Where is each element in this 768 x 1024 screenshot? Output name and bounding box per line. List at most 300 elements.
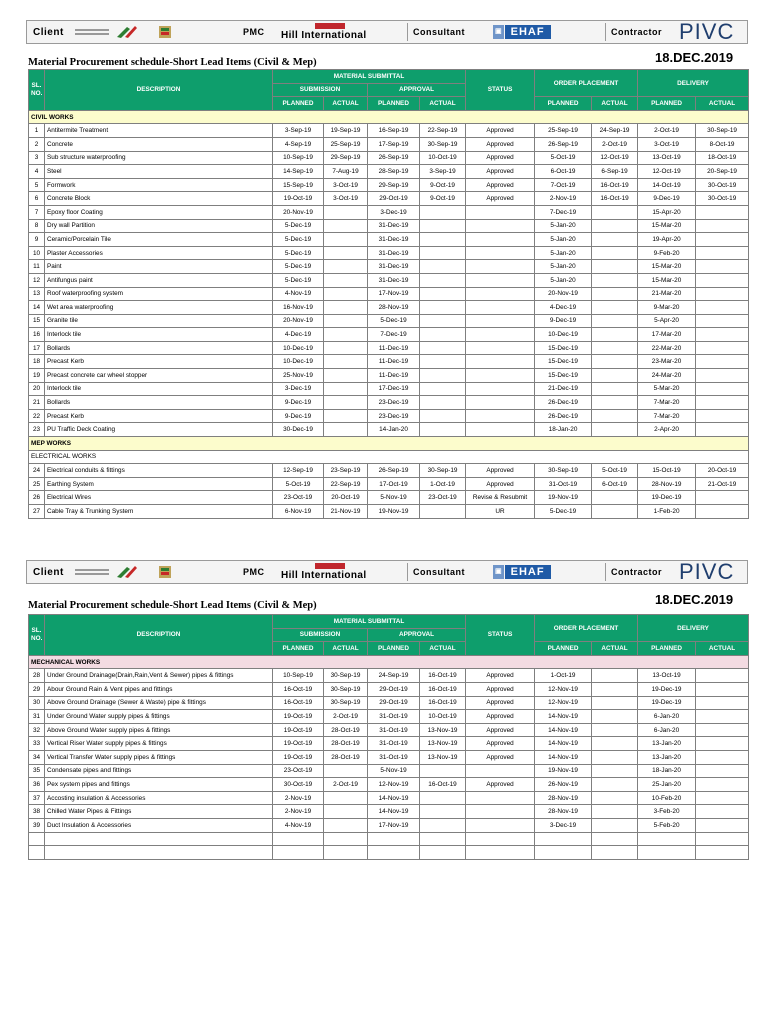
table-row	[29, 396, 749, 410]
cell-description: Electrical conduits & fittings	[45, 464, 273, 478]
pivc-logo	[679, 21, 734, 43]
cell-submission-actual	[324, 846, 368, 860]
cell-approval-actual	[420, 846, 466, 860]
cell-submission-planned: 25-Nov-19	[273, 369, 324, 383]
cell-delivery-actual: 20-Sep-19	[696, 165, 749, 179]
cell-submission-planned: 4-Sep-19	[273, 137, 324, 151]
cell-approval-planned: 17-Dec-19	[368, 382, 420, 396]
banner-divider	[407, 23, 408, 41]
header-actual: ACTUAL	[324, 97, 368, 111]
client-label: Client	[33, 566, 64, 578]
hill-logo-mark	[315, 563, 345, 569]
cell-approval-planned: 12-Nov-19	[368, 778, 420, 792]
cell-approval-actual: 16-Oct-19	[420, 696, 466, 710]
cell-delivery-planned: 7-Mar-20	[638, 396, 696, 410]
cell-delivery-actual	[696, 396, 749, 410]
cell-delivery-planned: 2-Oct-19	[638, 124, 696, 138]
cell-status	[466, 369, 535, 383]
cell-status	[466, 287, 535, 301]
cell-order-planned: 18-Jan-20	[535, 423, 592, 437]
header-actual: ACTUAL	[592, 97, 638, 111]
project-banner	[26, 20, 748, 44]
pmc-label: PMC	[243, 567, 265, 577]
cell-description: Chilled Water Pipes & Fittings	[45, 805, 273, 819]
cell-description: Abour Ground Rain & Vent pipes and fittings	[45, 682, 273, 696]
cell-submission-actual	[324, 382, 368, 396]
cell-submission-actual	[324, 818, 368, 832]
contractor-label: Contractor	[611, 27, 663, 37]
cell-approval-actual	[420, 832, 466, 846]
hill-logo	[281, 21, 367, 43]
cell-status: Approved	[466, 477, 535, 491]
cell-sl-no: 11	[29, 260, 45, 274]
consultant-label: Consultant	[413, 27, 465, 37]
cell-order-actual	[592, 791, 638, 805]
cell-sl-no: 8	[29, 219, 45, 233]
cell-description: Plaster Accessories	[45, 246, 273, 260]
cell-approval-planned: 29-Oct-19	[368, 696, 420, 710]
header-planned: PLANNED	[368, 97, 420, 111]
cell-submission-actual: 28-Oct-19	[324, 723, 368, 737]
cell-delivery-planned: 9-Mar-20	[638, 301, 696, 315]
cell-description: Cable Tray & Trunking System	[45, 505, 273, 519]
cell-status: Approved	[466, 165, 535, 179]
cell-status: Approved	[466, 464, 535, 478]
table-row	[29, 846, 749, 860]
cell-sl-no: 4	[29, 165, 45, 179]
table-row	[29, 682, 749, 696]
table-header	[29, 615, 749, 656]
cell-order-planned: 5-Jan-20	[535, 233, 592, 247]
header-planned: PLANNED	[368, 642, 420, 656]
cell-order-actual	[592, 696, 638, 710]
cell-approval-planned: 14-Nov-19	[368, 791, 420, 805]
cell-approval-planned	[368, 846, 420, 860]
cell-status	[466, 260, 535, 274]
cell-approval-planned: 3-Dec-19	[368, 205, 420, 219]
cell-approval-planned: 28-Nov-19	[368, 301, 420, 315]
cell-delivery-actual	[696, 805, 749, 819]
cell-delivery-planned: 19-Apr-20	[638, 233, 696, 247]
cell-approval-planned: 26-Sep-19	[368, 464, 420, 478]
cell-delivery-actual	[696, 723, 749, 737]
client-segment	[33, 21, 64, 43]
cell-submission-planned: 10-Sep-19	[273, 669, 324, 683]
cell-submission-planned: 3-Sep-19	[273, 124, 324, 138]
cell-sl-no: 36	[29, 778, 45, 792]
cell-order-actual	[592, 341, 638, 355]
cell-order-actual	[592, 710, 638, 724]
cell-submission-planned: 19-Oct-19	[273, 723, 324, 737]
cell-approval-planned: 11-Dec-19	[368, 341, 420, 355]
cell-status	[466, 805, 535, 819]
cell-submission-planned	[273, 846, 324, 860]
header-delivery: DELIVERY	[638, 70, 749, 97]
cell-sl-no: 25	[29, 477, 45, 491]
cell-delivery-planned: 13-Jan-20	[638, 750, 696, 764]
cell-order-planned: 26-Nov-19	[535, 778, 592, 792]
cell-order-actual	[592, 832, 638, 846]
cell-delivery-planned: 13-Oct-19	[638, 151, 696, 165]
cell-description: Concrete Block	[45, 192, 273, 206]
cell-approval-planned: 17-Nov-19	[368, 818, 420, 832]
cell-status: Revise & Resubmit	[466, 491, 535, 505]
document-date: 18.DEC.2019	[655, 50, 734, 65]
cell-order-planned: 15-Dec-19	[535, 355, 592, 369]
cell-order-planned: 21-Dec-19	[535, 382, 592, 396]
cell-approval-actual	[420, 205, 466, 219]
ehaf-logo	[493, 561, 551, 583]
cell-order-planned: 5-Jan-20	[535, 219, 592, 233]
banner-divider	[605, 23, 606, 41]
cell-description: Antitermite Treatment	[45, 124, 273, 138]
cell-order-actual	[592, 301, 638, 315]
document-title: Material Procurement schedule-Short Lead Items (Civil & Mep)	[28, 57, 317, 68]
cell-status: Approved	[466, 723, 535, 737]
cell-submission-planned: 20-Nov-19	[273, 314, 324, 328]
cell-submission-actual	[324, 273, 368, 287]
table-row	[29, 805, 749, 819]
cell-submission-actual	[324, 341, 368, 355]
cell-description: Earthing System	[45, 477, 273, 491]
cell-approval-actual: 16-Oct-19	[420, 669, 466, 683]
table-row	[29, 710, 749, 724]
cell-description: Accosting insulation & Accessories	[45, 791, 273, 805]
cell-status	[466, 328, 535, 342]
cell-approval-planned: 19-Nov-19	[368, 505, 420, 519]
cell-order-planned: 6-Oct-19	[535, 165, 592, 179]
cell-submission-actual: 23-Sep-19	[324, 464, 368, 478]
cell-delivery-planned: 18-Jan-20	[638, 764, 696, 778]
table-body	[29, 110, 749, 518]
cell-delivery-planned: 9-Dec-19	[638, 192, 696, 206]
cell-sl-no: 31	[29, 710, 45, 724]
cell-description: Under Ground Drainage(Drain,Rain,Vent & Sewer) pipes & fittings	[45, 669, 273, 683]
cell-order-planned: 10-Dec-19	[535, 328, 592, 342]
cell-status	[466, 355, 535, 369]
header-sl-no: SL. NO.	[29, 615, 45, 656]
cell-order-planned: 14-Nov-19	[535, 710, 592, 724]
cell-approval-actual	[420, 423, 466, 437]
cell-delivery-actual	[696, 791, 749, 805]
cell-order-actual	[592, 205, 638, 219]
cell-description: Bollards	[45, 341, 273, 355]
cell-description: Sub structure waterproofing	[45, 151, 273, 165]
cell-order-actual	[592, 805, 638, 819]
cell-approval-planned: 31-Dec-19	[368, 219, 420, 233]
cell-order-actual	[592, 219, 638, 233]
cell-order-planned	[535, 846, 592, 860]
cell-description: Roof waterproofing system	[45, 287, 273, 301]
cell-submission-actual: 28-Oct-19	[324, 750, 368, 764]
cell-submission-actual	[324, 805, 368, 819]
header-description: DESCRIPTION	[45, 615, 273, 656]
cell-status	[466, 396, 535, 410]
table-row	[29, 341, 749, 355]
cell-description: Steel	[45, 165, 273, 179]
cell-order-planned: 12-Nov-19	[535, 682, 592, 696]
cell-order-actual: 24-Sep-19	[592, 124, 638, 138]
cell-submission-planned: 30-Dec-19	[273, 423, 324, 437]
cell-order-planned: 25-Sep-19	[535, 124, 592, 138]
cell-approval-actual: 30-Sep-19	[420, 137, 466, 151]
cell-sl-no: 1	[29, 124, 45, 138]
ehaf-logo-mark: ▣	[493, 25, 504, 39]
section-row	[29, 450, 749, 464]
cell-status: Approved	[466, 750, 535, 764]
table-row	[29, 669, 749, 683]
cell-order-actual: 6-Sep-19	[592, 165, 638, 179]
cell-delivery-actual	[696, 846, 749, 860]
cell-sl-no: 35	[29, 764, 45, 778]
section-row	[29, 437, 749, 451]
cell-approval-planned: 17-Sep-19	[368, 137, 420, 151]
cell-submission-planned: 19-Oct-19	[273, 710, 324, 724]
table-row	[29, 382, 749, 396]
cell-approval-actual: 16-Oct-19	[420, 778, 466, 792]
cell-delivery-planned: 22-Mar-20	[638, 341, 696, 355]
cell-submission-planned: 19-Oct-19	[273, 750, 324, 764]
header-approval: APPROVAL	[368, 628, 466, 642]
cell-submission-planned: 4-Dec-19	[273, 328, 324, 342]
cell-approval-planned: 14-Jan-20	[368, 423, 420, 437]
table-row	[29, 328, 749, 342]
cell-description: Dry wall Partition	[45, 219, 273, 233]
cell-submission-actual	[324, 301, 368, 315]
cell-submission-actual: 30-Sep-19	[324, 682, 368, 696]
cell-description: Epoxy floor Coating	[45, 205, 273, 219]
cell-approval-planned	[368, 832, 420, 846]
cell-submission-actual: 30-Sep-19	[324, 696, 368, 710]
header-actual: ACTUAL	[324, 642, 368, 656]
cell-approval-actual	[420, 382, 466, 396]
cell-submission-actual	[324, 205, 368, 219]
cell-order-planned: 1-Oct-19	[535, 669, 592, 683]
cell-approval-actual: 3-Sep-19	[420, 165, 466, 179]
cell-status	[466, 205, 535, 219]
cell-approval-actual: 22-Sep-19	[420, 124, 466, 138]
cell-submission-actual	[324, 409, 368, 423]
cell-order-planned: 26-Dec-19	[535, 396, 592, 410]
cell-order-actual	[592, 369, 638, 383]
cell-status	[466, 301, 535, 315]
cell-submission-actual	[324, 423, 368, 437]
header-actual: ACTUAL	[696, 642, 749, 656]
cell-status	[466, 219, 535, 233]
cell-delivery-actual	[696, 205, 749, 219]
table-row	[29, 287, 749, 301]
cell-submission-actual: 7-Aug-19	[324, 165, 368, 179]
table-row	[29, 818, 749, 832]
cell-order-actual	[592, 287, 638, 301]
cell-sl-no	[29, 846, 45, 860]
cell-approval-planned: 31-Oct-19	[368, 750, 420, 764]
cell-order-actual: 12-Oct-19	[592, 151, 638, 165]
cell-delivery-planned: 5-Feb-20	[638, 818, 696, 832]
cell-order-planned: 7-Dec-19	[535, 205, 592, 219]
pmc-segment	[243, 561, 265, 583]
cell-delivery-actual	[696, 669, 749, 683]
cell-sl-no: 17	[29, 341, 45, 355]
cell-sl-no: 14	[29, 301, 45, 315]
cell-delivery-planned: 25-Jan-20	[638, 778, 696, 792]
pmc-label: PMC	[243, 27, 265, 37]
cell-order-planned: 4-Dec-19	[535, 301, 592, 315]
cell-order-actual: 6-Oct-19	[592, 477, 638, 491]
cell-order-planned: 15-Dec-19	[535, 369, 592, 383]
cell-order-planned: 14-Nov-19	[535, 750, 592, 764]
table-row	[29, 464, 749, 478]
cell-delivery-actual: 21-Oct-19	[696, 477, 749, 491]
cell-delivery-planned: 21-Mar-20	[638, 287, 696, 301]
cell-delivery-actual	[696, 219, 749, 233]
consultant-name: EHAF	[505, 25, 551, 39]
cell-delivery-actual: 30-Sep-19	[696, 124, 749, 138]
cell-order-planned: 9-Dec-19	[535, 314, 592, 328]
client-label: Client	[33, 26, 64, 38]
cell-approval-actual	[420, 328, 466, 342]
cell-order-actual	[592, 505, 638, 519]
cell-approval-planned: 31-Dec-19	[368, 233, 420, 247]
table-row	[29, 723, 749, 737]
cell-delivery-actual	[696, 710, 749, 724]
pmc-name: Hill International	[281, 570, 367, 581]
cell-description: Granite tile	[45, 314, 273, 328]
cell-order-planned: 20-Nov-19	[535, 287, 592, 301]
cell-submission-planned: 5-Dec-19	[273, 233, 324, 247]
cell-approval-actual	[420, 219, 466, 233]
cell-delivery-actual	[696, 341, 749, 355]
cell-approval-actual	[420, 301, 466, 315]
cell-approval-actual	[420, 791, 466, 805]
header-actual: ACTUAL	[420, 97, 466, 111]
cell-approval-planned: 23-Dec-19	[368, 409, 420, 423]
header-status: STATUS	[466, 70, 535, 111]
cell-delivery-planned: 23-Mar-20	[638, 355, 696, 369]
table-row	[29, 696, 749, 710]
cell-description: Condensate pipes and fittings	[45, 764, 273, 778]
header-actual: ACTUAL	[420, 642, 466, 656]
table-row	[29, 832, 749, 846]
cell-description: Precast Kerb	[45, 409, 273, 423]
table-row	[29, 314, 749, 328]
table-row	[29, 219, 749, 233]
cell-submission-actual: 3-Oct-19	[324, 178, 368, 192]
cell-status	[466, 846, 535, 860]
cell-submission-planned: 10-Sep-19	[273, 151, 324, 165]
cell-order-actual	[592, 233, 638, 247]
schedule-table	[28, 614, 749, 860]
ehaf-logo-mark: ▣	[493, 565, 504, 579]
cell-order-actual	[592, 491, 638, 505]
cell-description: Interlock tile	[45, 328, 273, 342]
cell-approval-actual: 16-Oct-19	[420, 682, 466, 696]
client-logo	[75, 561, 185, 583]
cell-order-planned: 31-Oct-19	[535, 477, 592, 491]
cell-submission-actual: 19-Sep-19	[324, 124, 368, 138]
cell-order-planned	[535, 832, 592, 846]
cell-delivery-planned: 5-Apr-20	[638, 314, 696, 328]
cell-delivery-actual	[696, 246, 749, 260]
table-row	[29, 409, 749, 423]
cell-approval-actual	[420, 818, 466, 832]
cell-submission-actual	[324, 314, 368, 328]
cell-status: Approved	[466, 669, 535, 683]
cell-approval-planned: 5-Dec-19	[368, 314, 420, 328]
schedule-table	[28, 69, 749, 519]
header-material-submittal: MATERIAL SUBMITTAL	[273, 70, 466, 84]
cell-approval-planned: 16-Sep-19	[368, 124, 420, 138]
cell-submission-actual: 20-Oct-19	[324, 491, 368, 505]
header-submission: SUBMISSION	[273, 628, 368, 642]
cell-delivery-planned: 28-Nov-19	[638, 477, 696, 491]
table-row	[29, 477, 749, 491]
cell-approval-planned: 26-Sep-19	[368, 151, 420, 165]
cell-delivery-planned	[638, 846, 696, 860]
cell-order-planned: 28-Nov-19	[535, 791, 592, 805]
cell-status: UR	[466, 505, 535, 519]
cell-delivery-actual	[696, 382, 749, 396]
cell-description: Formwork	[45, 178, 273, 192]
cell-approval-planned: 31-Dec-19	[368, 273, 420, 287]
cell-delivery-actual	[696, 233, 749, 247]
cell-delivery-planned: 14-Oct-19	[638, 178, 696, 192]
cell-delivery-planned: 19-Dec-19	[638, 696, 696, 710]
cell-delivery-planned: 6-Jan-20	[638, 723, 696, 737]
table-row	[29, 137, 749, 151]
cell-approval-planned: 31-Dec-19	[368, 260, 420, 274]
cell-submission-planned: 10-Dec-19	[273, 355, 324, 369]
cell-submission-planned: 5-Dec-19	[273, 260, 324, 274]
cell-approval-actual: 13-Nov-19	[420, 737, 466, 751]
cell-description: Antifungus paint	[45, 273, 273, 287]
cell-order-actual	[592, 273, 638, 287]
cell-delivery-actual	[696, 423, 749, 437]
section-row	[29, 110, 749, 124]
cell-submission-actual: 3-Oct-19	[324, 192, 368, 206]
cell-approval-actual: 13-Nov-19	[420, 750, 466, 764]
header-delivery: DELIVERY	[638, 615, 749, 642]
header-order-placement: ORDER PLACEMENT	[535, 615, 638, 642]
header-order-placement: ORDER PLACEMENT	[535, 70, 638, 97]
cell-description: Wet area waterproofing	[45, 301, 273, 315]
cell-order-actual	[592, 750, 638, 764]
cell-order-planned: 5-Dec-19	[535, 505, 592, 519]
cell-submission-planned: 16-Oct-19	[273, 682, 324, 696]
cell-approval-actual	[420, 260, 466, 274]
cell-approval-planned: 17-Oct-19	[368, 477, 420, 491]
cell-order-actual	[592, 682, 638, 696]
banner-divider	[605, 563, 606, 581]
cell-order-actual	[592, 764, 638, 778]
cell-submission-actual: 2-Oct-19	[324, 778, 368, 792]
cell-submission-actual: 29-Sep-19	[324, 151, 368, 165]
cell-approval-planned: 29-Oct-19	[368, 682, 420, 696]
cell-submission-planned: 20-Nov-19	[273, 205, 324, 219]
cell-submission-actual	[324, 791, 368, 805]
cell-submission-actual	[324, 369, 368, 383]
cell-status: Approved	[466, 696, 535, 710]
cell-sl-no: 34	[29, 750, 45, 764]
cell-status: Approved	[466, 682, 535, 696]
cell-submission-actual: 21-Nov-19	[324, 505, 368, 519]
header-status: STATUS	[466, 615, 535, 656]
cell-status: Approved	[466, 192, 535, 206]
cell-delivery-actual	[696, 737, 749, 751]
cell-delivery-actual: 8-Oct-19	[696, 137, 749, 151]
table-row	[29, 491, 749, 505]
cell-submission-actual	[324, 764, 368, 778]
